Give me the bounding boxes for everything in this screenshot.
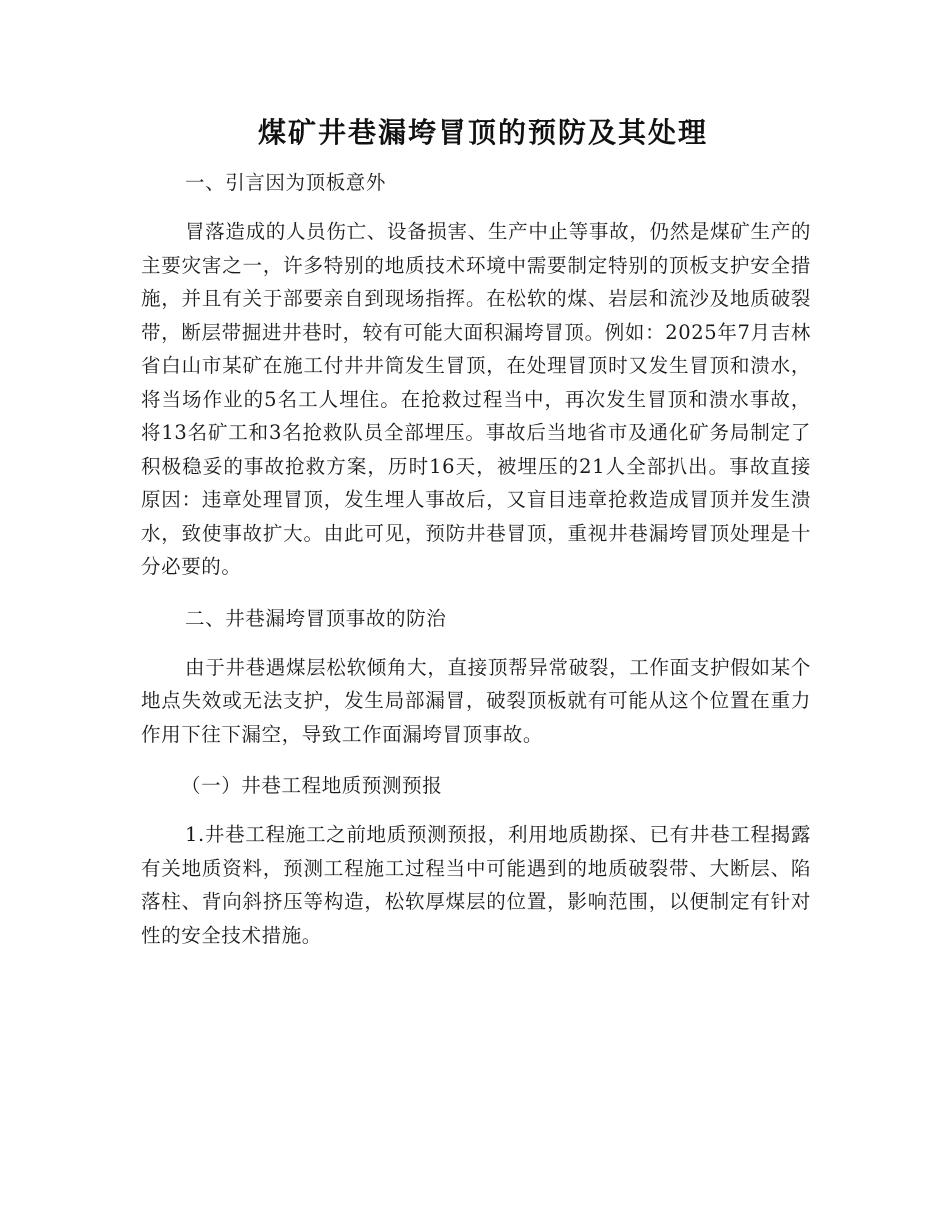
document-body bbox=[141, 112, 811, 952]
section1-heading: 一、引言因为顶板意外 bbox=[185, 171, 387, 194]
document-title: 煤矿井巷漏垮冒顶的预防及其处理 bbox=[257, 116, 708, 149]
section1-paragraph: 冒落造成的人员伤亡、设备损害、生产中止等事故，仍然是煤矿生产的主要灾害之一，许多特别的地质技术环境中需要制定特别的顶板支护安全措施，并且有关于部要亲自到现场指挥。在松软的煤、岩层和流沙及地质破裂带，断层带掘进井巷时，较有可能大面积漏垮冒顶。例如：2025年7月吉林省白山市某矿在施工付井井筒发生冒顶，在处理冒顶时又发生冒顶和溃水，将当场作业的5名工人埋住。在抢救过程当中，再次发生冒顶和溃水事故，将13名矿工和3名抢救队员全部埋压。事故后当地省市及通化矿务局制定了积极稳妥的事故抢救方案，历时16天，被埋压的21人全部扒出。事故直接原因：违章处理冒顶，发生埋人事故后，又盲目违章抢救造成冒顶并发生溃水，致使事故扩大。由此可见，预防井巷冒顶，重视井巷漏垮冒顶处理是十分必要的。 bbox=[141, 220, 811, 578]
section2-paragraph: 由于井巷遇煤层松软倾角大，直接顶帮异常破裂，工作面支护假如某个地点失效或无法支护，发生局部漏冒，破裂顶板就有可能从这个位置在重力作用下往下漏空，导致工作面漏垮冒顶事故。 bbox=[141, 655, 811, 746]
section2-heading: 二、井巷漏垮冒顶事故的防治 bbox=[185, 606, 447, 630]
subsection1-paragraph: 1.井巷工程施工之前地质预测预报，利用地质勘探、已有井巷工程揭露有关地质资料，预测工程施工过程当中可能遇到的地质破裂带、大断层、陷落柱、背向斜挤压等构造，松软厚煤层的位置，影响范围，以便制定有针对性的安全技术措施。 bbox=[141, 823, 811, 947]
subsection1-heading: （一）井巷工程地质预测预报 bbox=[181, 774, 443, 797]
